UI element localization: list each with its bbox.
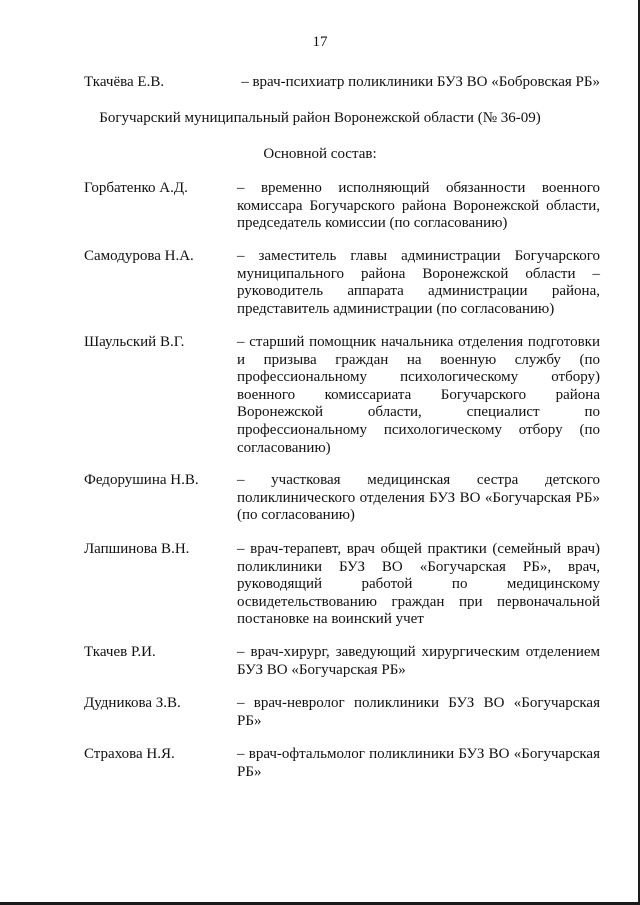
member-role: – врач-терапевт, врач общей практики (семейный врач) поликлиники БУЗ ВО «Богучарская РБ», врач, руководящий работой по медицинскому освидетельствованию граждан при первоначальной постановке на воинский учет [237,541,600,628]
member-name: Страхова Н.Я. [84,746,175,762]
member-name: Шаульский В.Г. [84,334,185,350]
member-role: – врач-офтальмолог поликлиники БУЗ ВО «Богучарская РБ» [237,746,600,780]
member-name: Федорушина Н.В. [84,472,199,488]
member-entry-carryover [84,74,600,94]
member-name: Ткачёва Е.В. [84,74,165,90]
member-role: – старший помощник начальника отделения подготовки и призыва граждан на военную службу (по профессиональному психологическому отбору) военного комиссариата Богучарского района Воронежской области, специалист по профессиональному психологическому отбору (по согласованию) [237,334,600,456]
member-name: Горбатенко А.Д. [84,180,188,196]
member-role: – временно исполняющий обязанности военного комиссара Богучарского района Воронежской области, председатель комиссии (по согласованию) [237,180,600,232]
member-role: – участковая медицинская сестра детского поликлинического отделения БУЗ ВО «Богучарская РБ» (по согласованию) [237,472,600,524]
member-name: Дудникова З.В. [84,695,181,711]
district-heading: Богучарский муниципальный район Воронежской области (№ 36-09) [99,110,541,126]
member-name: Ткачев Р.И. [84,644,156,660]
member-name: Самодурова Н.А. [84,248,194,264]
member-role: – заместитель главы администрации Богучарского муниципального района Воронежской области – руководитель аппарата администрации района, представитель администрации (по согласованию) [237,248,600,317]
member-role: – врач-хирург, заведующий хирургическим отделением БУЗ ВО «Богучарская РБ» [237,644,600,678]
member-role: – врач-невролог поликлиники БУЗ ВО «Богучарская РБ» [237,695,600,729]
member-role: – врач-психиатр поликлиники БУЗ ВО «Бобровская РБ» [241,74,600,90]
page-number: 17 [312,34,328,50]
composition-heading: Основной состав: [263,146,377,162]
member-name: Лапшинова В.Н. [84,541,190,557]
